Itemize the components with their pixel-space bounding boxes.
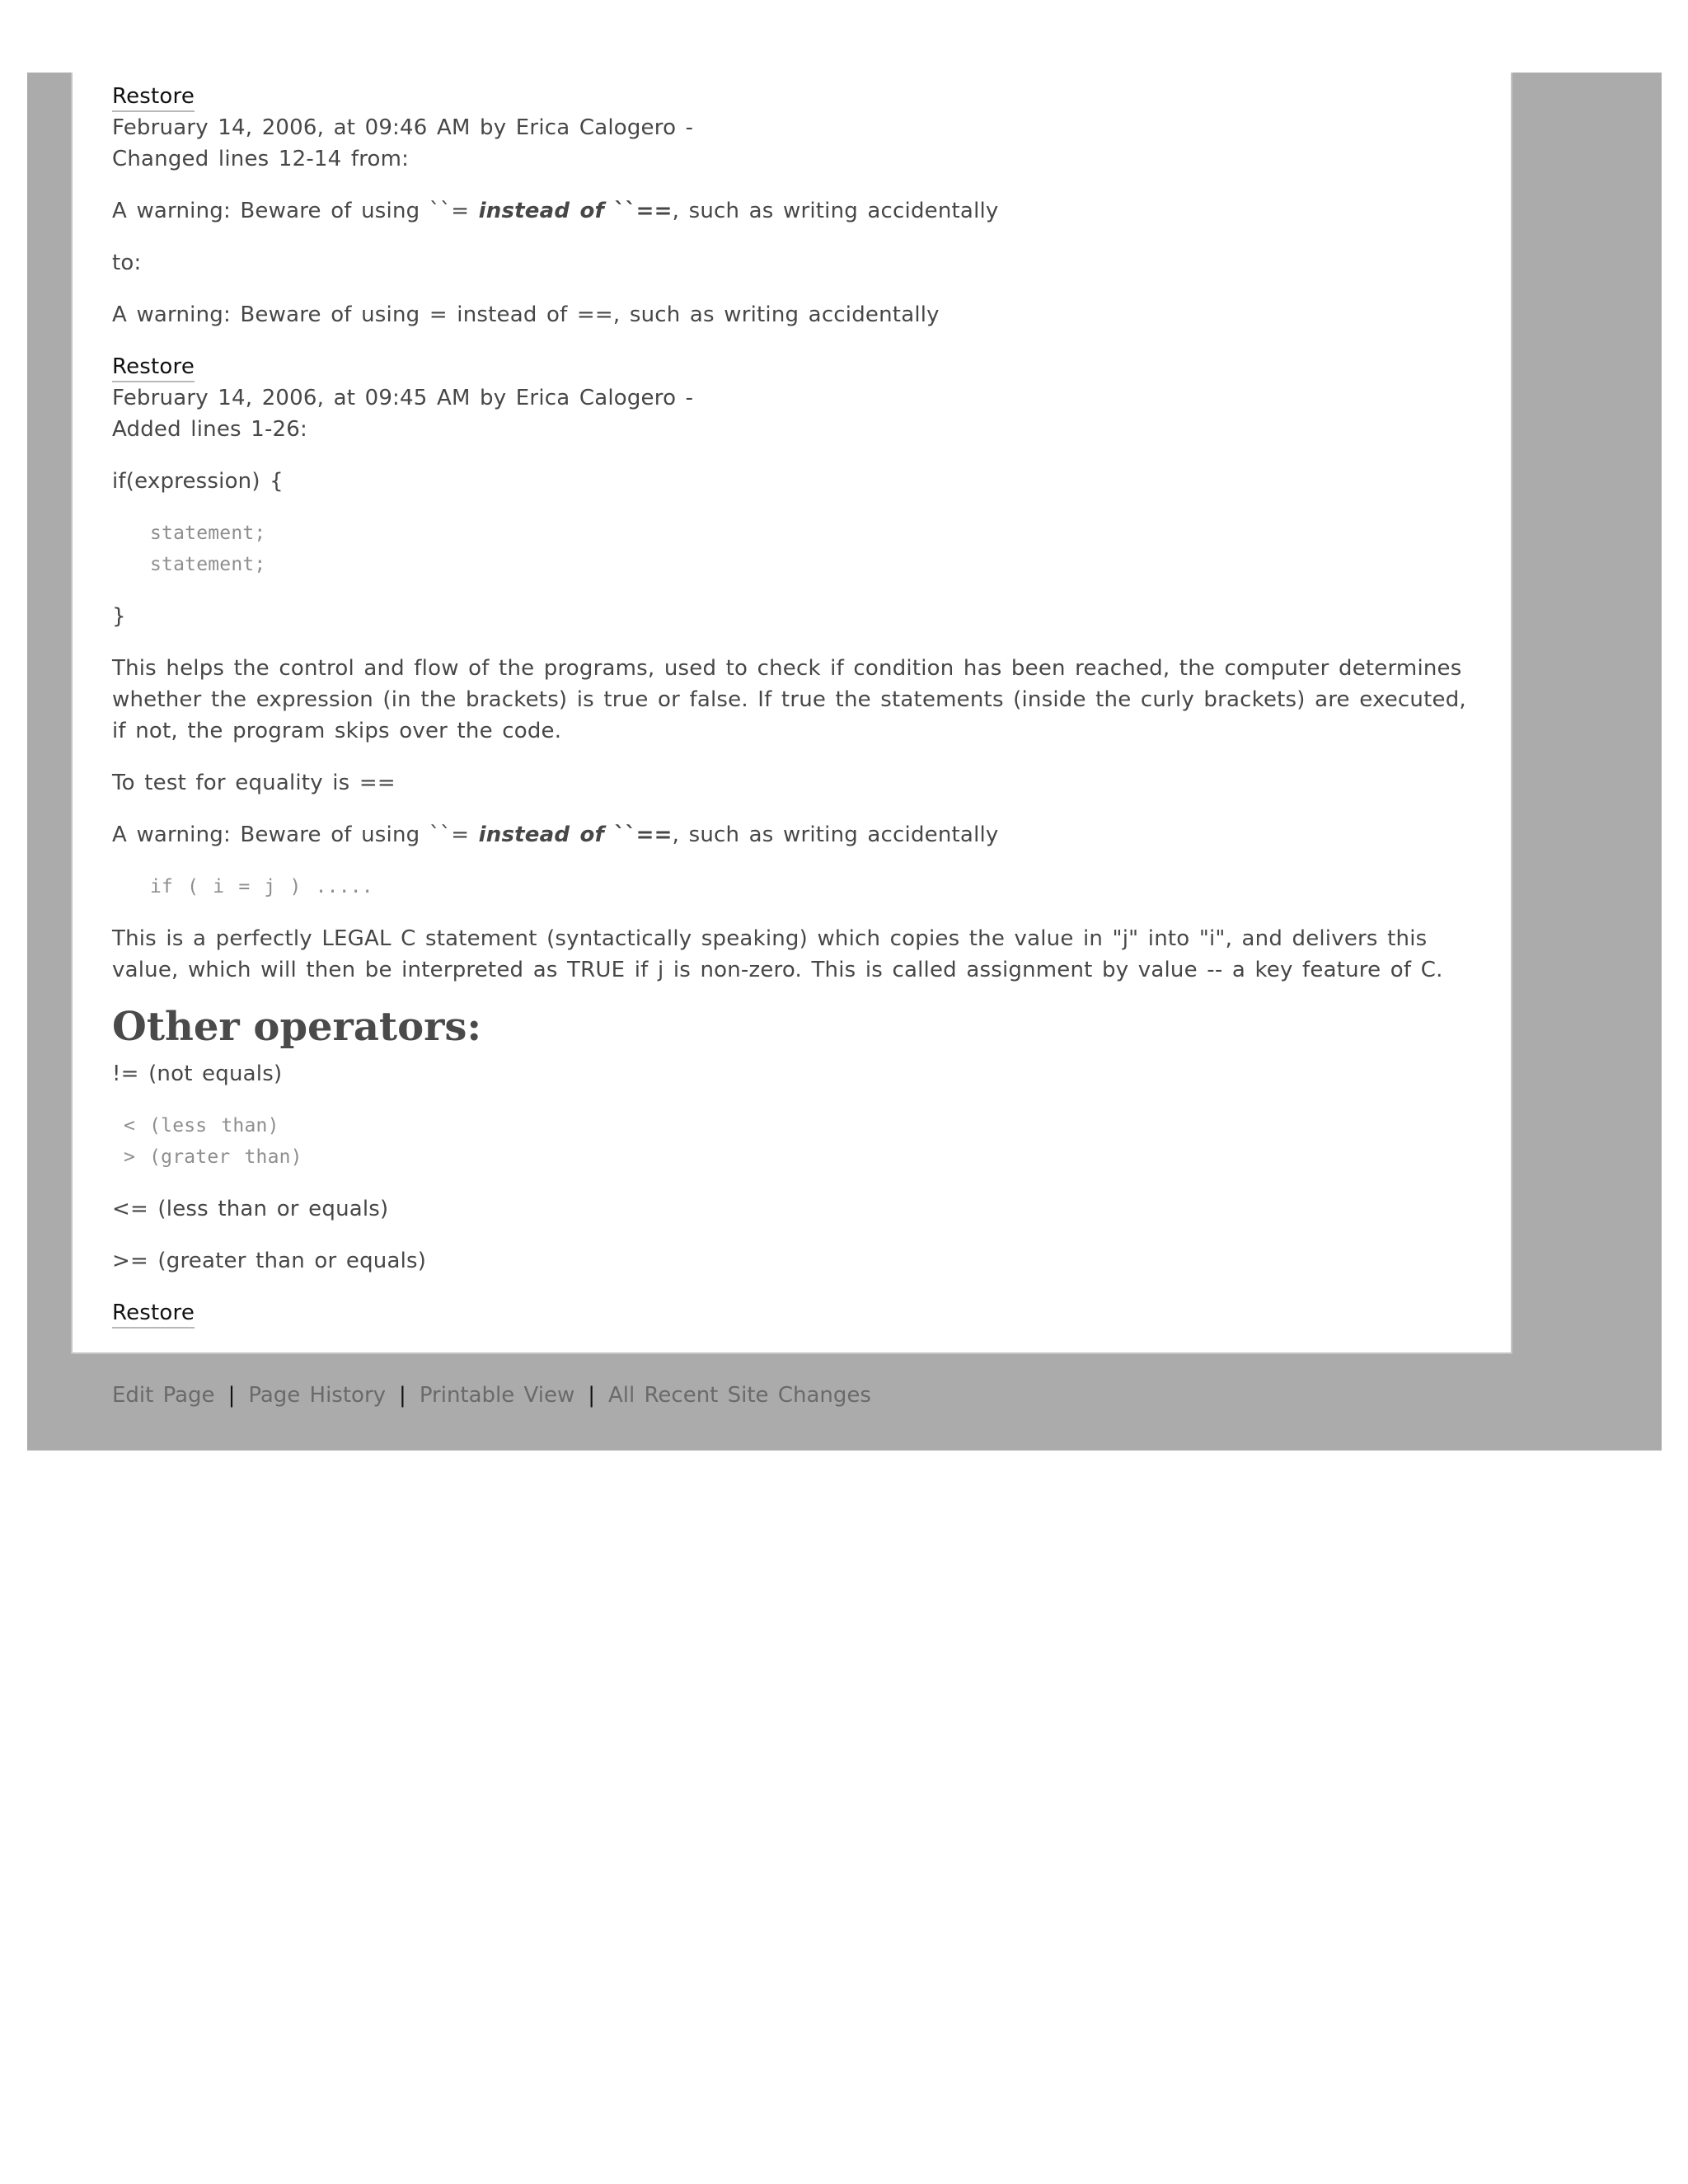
- recent-changes-link[interactable]: All Recent Site Changes: [608, 1383, 871, 1408]
- code-block: [112, 518, 1471, 580]
- assignment-paragraph: This is a perfectly LEGAL C statement (syntactically speaking) which copies the value in "j" into "i", and delivers this value, which will then be interpreted as TRUE if j is non-zero. This is called assignment by value -- a key feature of C.: [112, 926, 1443, 982]
- history-entry-2: [112, 351, 1471, 1329]
- page-history-link[interactable]: Page History: [248, 1383, 387, 1408]
- history-content: [71, 73, 1512, 1354]
- description-paragraph: This helps the control and flow of the programs, used to check if condition has been reached, the computer determines whether the expression (in the brackets) is true or false. If true the statements (inside the curly brackets) are executed, if not, the program skips over the code.: [112, 656, 1466, 743]
- code-line: statement;: [150, 554, 266, 575]
- entry-change-summary: Changed lines 12-14 from:: [112, 147, 410, 171]
- restore-link[interactable]: Restore: [112, 1300, 195, 1329]
- diff-to-label: to:: [112, 251, 142, 275]
- code-example: if ( i = j ) .....: [150, 876, 373, 898]
- diff-from-text: A warning: Beware of using ``= instead of ``==, such as writing accidentally: [112, 199, 999, 223]
- entry-change-summary: Added lines 1-26:: [112, 417, 308, 442]
- restore-link[interactable]: Restore: [112, 83, 195, 112]
- operator-not-equals: != (not equals): [112, 1062, 283, 1086]
- printable-view-link[interactable]: Printable View: [419, 1383, 575, 1408]
- separator: |: [399, 1383, 406, 1408]
- footer-links: [112, 1383, 871, 1408]
- operator-line: > (grater than): [124, 1146, 302, 1168]
- page-frame: [27, 73, 1662, 1451]
- restore-link[interactable]: Restore: [112, 354, 195, 382]
- edit-page-link[interactable]: Edit Page: [112, 1383, 215, 1408]
- diff-to-text: A warning: Beware of using = instead of ==, such as writing accidentally: [112, 302, 940, 327]
- operator-greater-equal: >= (greater than or equals): [112, 1249, 427, 1273]
- equality-text: To test for equality is ==: [112, 771, 396, 795]
- code-open: if(expression) {: [112, 469, 284, 494]
- code-line: statement;: [150, 523, 266, 544]
- separator: |: [588, 1383, 596, 1408]
- section-heading: Other operators:: [112, 1004, 482, 1050]
- code-close: }: [112, 604, 126, 629]
- operator-less-equal: <= (less than or equals): [112, 1197, 389, 1221]
- entry-meta: February 14, 2006, at 09:45 AM by Erica Calogero -: [112, 386, 694, 410]
- operator-code-block: [112, 1110, 1471, 1173]
- history-entry-1: [112, 81, 1471, 330]
- separator: |: [227, 1383, 236, 1408]
- operator-line: < (less than): [124, 1115, 279, 1137]
- entry-meta: February 14, 2006, at 09:46 AM by Erica Calogero -: [112, 115, 694, 140]
- warning-text: A warning: Beware of using ``= instead of ``==, such as writing accidentally: [112, 823, 999, 847]
